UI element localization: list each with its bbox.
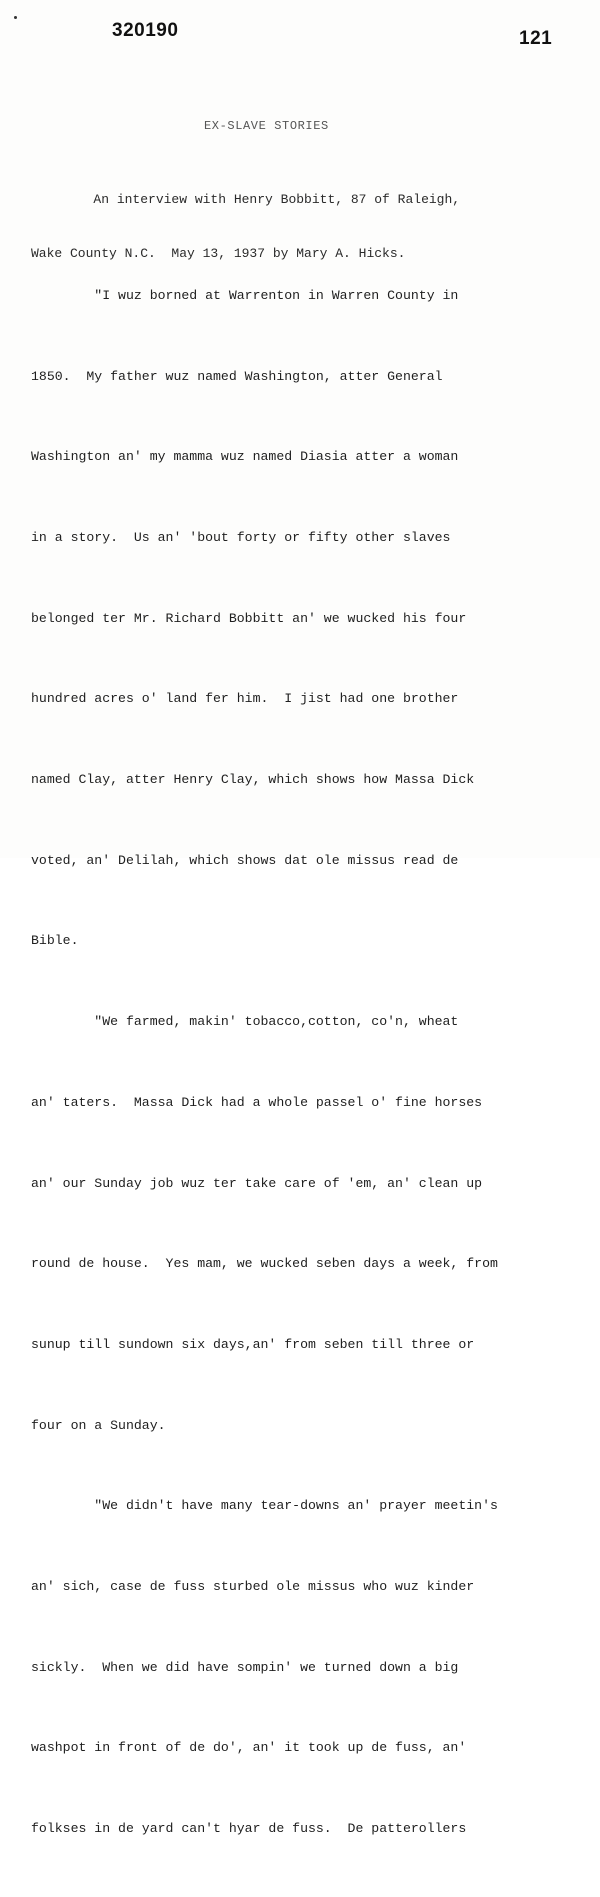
body-line: an' sich, case de fuss sturbed ole missus who wuz kinder xyxy=(31,1579,475,1595)
body-line: sunup till sundown six days,an' from seben till three or xyxy=(31,1336,475,1352)
ink-dot xyxy=(14,16,17,19)
body-line: in a story. Us an' 'bout forty or fifty other slaves xyxy=(31,529,451,545)
body-line: "I wuz borned at Warrenton in Warren County in xyxy=(31,287,459,303)
body-line: Bible. xyxy=(31,933,79,949)
body-line: four on a Sunday. xyxy=(31,1417,166,1433)
body-line: an' taters. Massa Dick had a whole passel o' fine horses xyxy=(31,1094,483,1110)
page-number: 121 xyxy=(519,28,553,49)
body-line: sickly. When we did have sompin' we turned down a big xyxy=(31,1659,459,1675)
body-line: 1850. My father wuz named Washington, atter General xyxy=(31,368,443,384)
body-line: "We farmed, makin' tobacco,cotton, co'n, wheat xyxy=(31,1014,459,1030)
body-line: folkses in de yard can't hyar de fuss. De patterollers xyxy=(31,1821,467,1837)
body-line: Washington an' my mamma wuz named Diasia atter a woman xyxy=(31,449,459,465)
body-line: named Clay, atter Henry Clay, which shows how Massa Dick xyxy=(31,772,475,788)
intro-line: An interview with Henry Bobbitt, 87 of Raleigh, xyxy=(31,192,461,207)
body-line: an' our Sunday job wuz ter take care of 'em, an' clean up xyxy=(31,1175,483,1191)
document-heading: EX-SLAVE STORIES xyxy=(204,119,329,133)
body-line: hundred acres o' land fer him. I jist had one brother xyxy=(31,691,459,707)
body-line: "We didn't have many tear-downs an' prayer meetin's xyxy=(31,1498,498,1514)
body-line: voted, an' Delilah, which shows dat ole missus read de xyxy=(31,852,459,868)
intro-line: Wake County N.C. May 13, 1937 by Mary A. Hicks. xyxy=(31,246,406,261)
document-number: 320190 xyxy=(112,20,179,41)
body-line: belonged ter Mr. Richard Bobbitt an' we wucked his four xyxy=(31,610,467,626)
body-line: washpot in front of de do', an' it took up de fuss, an' xyxy=(31,1740,467,1756)
narrative-body xyxy=(31,229,498,1897)
body-line: round de house. Yes mam, we wucked seben days a week, from xyxy=(31,1256,498,1272)
